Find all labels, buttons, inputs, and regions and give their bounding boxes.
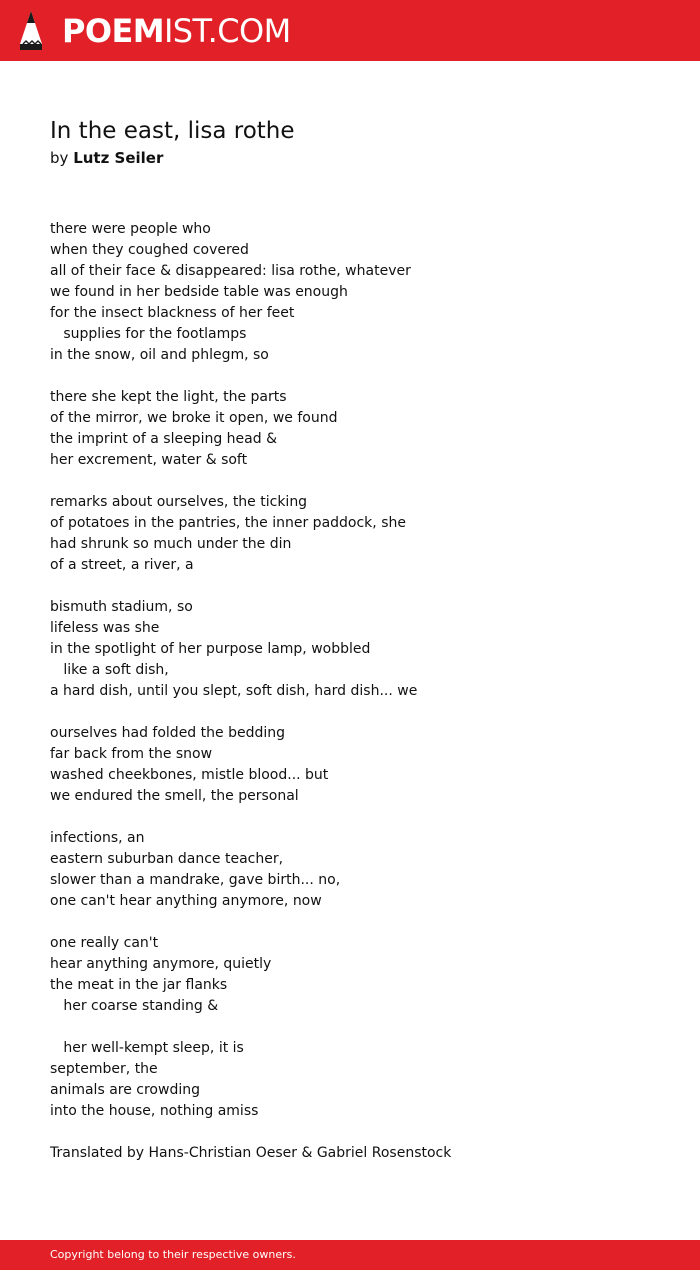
poem-line: her excrement, water & soft [50,452,248,468]
stanza-break [50,912,670,933]
poem-line: like a soft dish, [50,662,169,678]
poem-title: In the east, lisa rothe [50,118,295,144]
poem-line: there were people who [50,221,211,237]
poem-line: all of their face & disappeared: lisa rothe, whatever [50,263,411,279]
poem-line: hear anything anymore, quietly [50,956,272,972]
poem-line: far back from the snow [50,746,213,762]
poem-line: september, the [50,1061,158,1077]
poem-line: for the insect blackness of her feet [50,305,295,321]
poem-line: washed cheekbones, mistle blood... but [50,767,329,783]
poem-line: animals are crowding [50,1082,200,1098]
stanza-break [50,471,670,492]
logo-light-text: IST.COM [163,12,291,50]
translator-note: Translated by Hans-Christian Oeser & Gabriel Rosenstock [50,1145,452,1161]
poem-line: infections, an [50,830,145,846]
author-prefix: by [50,149,69,167]
stanza-break [50,702,670,723]
poem-line: ourselves had folded the bedding [50,725,285,741]
poem-line: slower than a mandrake, gave birth... no, [50,872,341,888]
author-line [50,148,670,168]
author-link[interactable]: Lutz Seiler [73,149,164,167]
stanza-break [50,576,670,597]
poem-line: in the snow, oil and phlegm, so [50,347,269,363]
poem-line: in the spotlight of her purpose lamp, wobbled [50,641,371,657]
poem-line: we endured the smell, the personal [50,788,299,804]
logo-bold-text: POEM [62,12,164,50]
stanza-break [50,807,670,828]
stanza-break [50,1017,670,1038]
poem-content [50,116,670,1119]
poem-line: her coarse standing & [50,998,219,1014]
poem-line: of a street, a river, a [50,557,194,573]
poem-line: her well-kempt sleep, it is [50,1040,244,1056]
poem-line: we found in her bedside table was enough [50,284,348,300]
poem-line: remarks about ourselves, the ticking [50,494,308,510]
poem-line: one can't hear anything anymore, now [50,893,322,909]
poem-line: of the mirror, we broke it open, we found [50,410,338,426]
poem-line: there she kept the light, the parts [50,389,287,405]
poem-line: a hard dish, until you slept, soft dish, hard dish... we [50,683,418,699]
poem-line: had shrunk so much under the din [50,536,292,552]
poem-line: supplies for the footlamps [50,326,247,342]
site-footer [0,1240,700,1270]
poem-line: into the house, nothing amiss [50,1103,259,1119]
poem-line: the imprint of a sleeping head & [50,431,277,447]
copyright-notice: Copyright belong to their respective owners. [50,1248,296,1261]
poem-line: one really can't [50,935,159,951]
stanza-break [50,366,670,387]
pencil-icon [18,10,44,52]
poem-line: eastern suburban dance teacher, [50,851,284,867]
poem-line: when they coughed covered [50,242,249,258]
poem-body [50,219,670,1122]
poem-line: bismuth stadium, so [50,599,193,615]
site-header [0,0,700,61]
poem-line: the meat in the jar flanks [50,977,228,993]
poem-line: of potatoes in the pantries, the inner paddock, she [50,515,406,531]
poem-line: lifeless was she [50,620,160,636]
logo-wordmark [62,13,291,49]
